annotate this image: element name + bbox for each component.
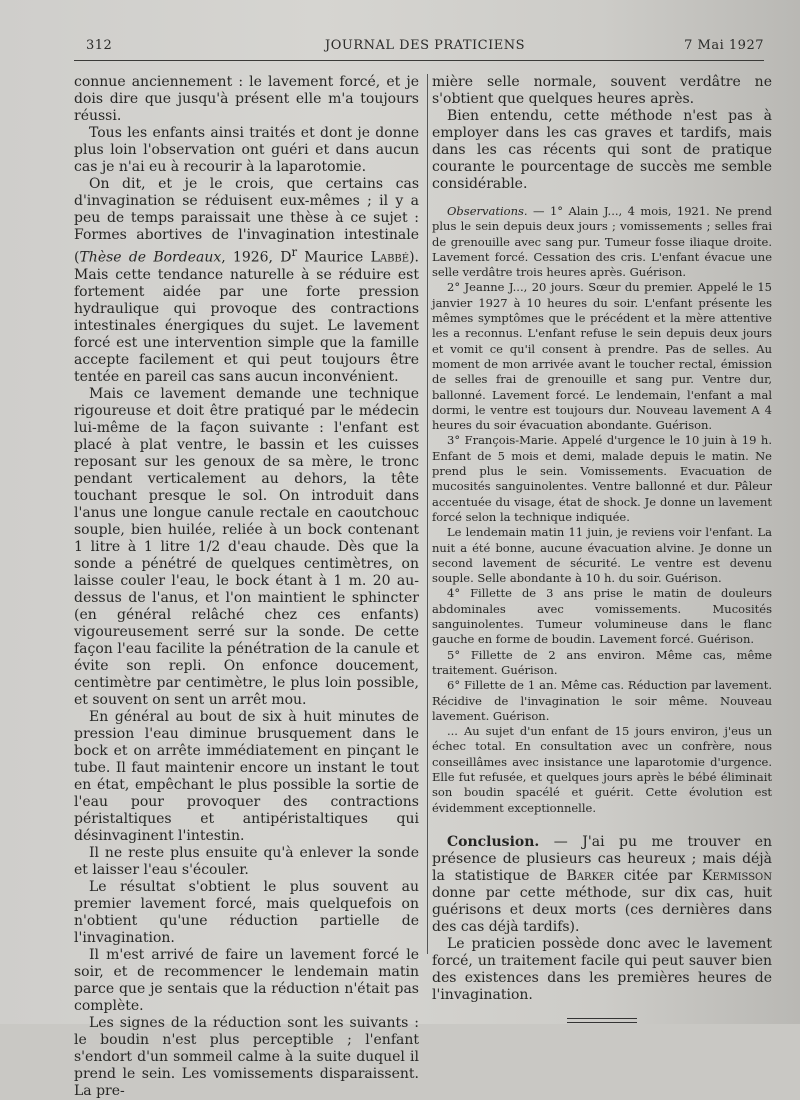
paragraph: Le résultat s'obtient le plus souvent au premier lavement forcé, mais quelquefois on n'obtient qu'une réduction partielle de l'invagination. (74, 878, 419, 946)
paragraph: Mais ce lavement demande une technique rigoureuse et doit être pratiqué par le médecin lui-même de la façon suivante : l'enfant est placé à plat ventre, le bassin et les cuisses reposant sur les genoux de sa mère, le tronc pendant verticalement au dehors, la tête touchant presque le sol. On introduit dans l'anus une longue canule rectale en caoutchouc souple, bien huilée, reliée à un bock contenant 1 litre à 1 litre 1/2 d'eau chaude. Dès que la sonde a pénétré de quelques centimètres, on laisse couler l'eau, le bock étant à 1 m. 20 au-dessus de l'anus, et l'on maintient le sphincter (en général relâché chez ces enfants) vigoureusement serré sur la sonde. De cette façon l'eau facilite la pénétration de la canule et évite son repli. On enfonce doucement, centimètre par centimètre, le plus loin possible, et souvent on sent un arrêt mou. (74, 385, 419, 708)
paragraph: connue anciennement : le lavement forcé, et je dois dire que jusqu'à présent elle m'a toujours réussi. (74, 74, 419, 124)
header-rule (74, 60, 764, 61)
column-divider (427, 74, 428, 954)
paragraph: Il m'est arrivé de faire un lavement forcé le soir, et de recommencer le lendemain matin parce que je sentais que la réduction n'était pas complète. (74, 946, 419, 1014)
observation: 6° Fillette de 1 an. Même cas. Réduction par lavement. Récidive de l'invagination le soir même. Nouveau lavement. Guérison. (432, 678, 772, 723)
thesis-citation: Thèse de Bordeaux (79, 249, 222, 266)
paragraph: En général au bout de six à huit minutes de pression l'eau diminue brusquement dans le bock et on arrête immédiatement en pinçant le tube. Il faut maintenir encore un instant le tout en état, empêchant le plus possible la sortie de l'eau pour provoquer des contractions péristaltiques et antipéristaltiques qui désinvaginent l'intestin. (74, 708, 419, 844)
paragraph: Tous les enfants ainsi traités et dont je donne plus loin l'observation ont guéri et dans aucun cas je n'ai eu à recourir à la laparotomie. (74, 125, 419, 175)
text-run: donne par cette méthode, sur dix cas, huit guérisons et deux morts (ces dernières dans des cas déjà tardifs). (432, 884, 772, 935)
text-run: On dit, et je le crois, que certains cas d'invagination se réduisent eux-mêmes ; il y a peu de temps paraissait une thèse à ce sujet : Formes abortives de l'invagination intestinale ( (74, 176, 419, 266)
observation: ... Au sujet d'un enfant de 15 jours environ, j'eus un échec total. En consultation avec un confrère, nous conseillâmes avec insistance une laparotomie d'urgence. Elle fut refusée, et quelques jours après le bébé éliminait son boudin spacélé et guérit. Cette évolution est évidemment exceptionnelle. (432, 724, 772, 815)
observation: Le lendemain matin 11 juin, je reviens voir l'enfant. La nuit a été bonne, aucune évacuation alvine. Je donne un second lavement de sécurité. Le ventre est devenu souple. Selle abondante à 10 h. du soir. Guérison. (432, 525, 772, 586)
observation: 2° Jeanne J..., 20 jours. Sœur du premier. Appelé le 15 janvier 1927 à 10 heures du soir. L'enfant présente les mêmes symptômes que le précédent et la mère attentive les a reconnus. L'enfant refuse le sein depuis deux jours et vomit ce qu'il consent à prendre. Pas de selles. Au moment de mon arrivée avant le toucher rectal, émission de selles frai de grenouille et sang pur. Ventre dur, ballonné. Lavement forcé. Le lendemain, l'enfant a mal dormi, le ventre est toujours dur. Nouveau lavement A 4 heures du soir évacuation abondante. Guérison. (432, 280, 772, 433)
observation: 4° Fillette de 3 ans prise le matin de douleurs abdominales avec vomissements. Mucosités sanguinolentes. Tumeur volumineuse dans le flanc gauche en forme de boudin. Lavement forcé. Guérison. (432, 586, 772, 647)
observations (432, 204, 772, 816)
text-run: — 1° Alain J..., 4 mois, 1921. Ne prend plus le sein depuis deux jours ; vomissements ; selles frai de grenouille avec sang pur. Tumeur fosse iliaque droite. Lavement forcé. Cessation des cris. L'enfant évacue une selle verdâtre trois heures après. Guérison. (432, 204, 772, 280)
right-column (432, 74, 772, 1023)
author-name: Labbé (370, 249, 410, 266)
paragraph: Le praticien possède donc avec le lavement forcé, un traitement facile qui peut sauver bien des existences dans les premières heures de l'invagination. (432, 935, 772, 1003)
text-run: Maurice (297, 249, 371, 266)
paragraph: Il ne reste plus ensuite qu'à enlever la sonde et laisser l'eau s'écouler. (74, 844, 419, 878)
issue-date: 7 Mai 1927 (684, 38, 764, 53)
paragraph: Les signes de la réduction sont les suivants : le boudin n'est plus perceptible ; l'enfant s'endort d'un sommeil calme à la suite duquel il prend le sein. Les vomissements disparaissent. La pre- (74, 1014, 419, 1099)
observations-label: Observations. (447, 204, 528, 218)
paragraph (74, 176, 419, 386)
end-rule (567, 1018, 637, 1023)
right-intro (432, 74, 772, 193)
paragraph (432, 834, 772, 936)
text-run: citée par (613, 867, 703, 884)
observation (432, 204, 772, 280)
left-column (74, 74, 419, 1100)
conclusion (432, 834, 772, 1004)
text-run: , 1926, D (221, 249, 292, 266)
text-run: ). Mais cette tendance naturelle à se réduire est fortement aidée par une forte pression hydraulique qui provoque des contractions intestinales énergiques du sujet. Le lavement forcé est une intervention simple que la famille accepte facilement et qui peut toujours être tentée en pareil cas sans aucun inconvénient. (74, 249, 419, 385)
page-header (86, 38, 764, 58)
observation: 3° François-Marie. Appelé d'urgence le 10 juin à 19 h. Enfant de 5 mois et demi, malade depuis le matin. Ne prend plus le sein. Vomissements. Evacuation de mucosités sanguinolentes. Ventre ballonné et dur. Pâleur accentuée du visage, état de shock. Je donne un lavement forcé selon la technique indiquée. (432, 433, 772, 524)
page-number: 312 (86, 38, 113, 53)
paragraph: Bien entendu, cette méthode n'est pas à employer dans les cas graves et tardifs, mais dans les cas récents qui sont de pratique courante le pourcentage de succès me semble considérable. (432, 108, 772, 192)
journal-title: JOURNAL DES PRATICIENS (325, 38, 525, 53)
author-name: Barker (566, 867, 614, 884)
paragraph: mière selle normale, souvent verdâtre ne s'obtient que quelques heures après. (432, 74, 772, 107)
observation: 5° Fillette de 2 ans environ. Même cas, même traitement. Guérison. (432, 647, 772, 677)
text-run: — J'ai pu me trouver en présence de plusieurs cas heureux ; mais déjà la statistique de (432, 833, 772, 884)
author-name: Kermisson (702, 867, 772, 884)
superscript: r (291, 245, 298, 259)
conclusion-label: Conclusion. (447, 833, 540, 850)
